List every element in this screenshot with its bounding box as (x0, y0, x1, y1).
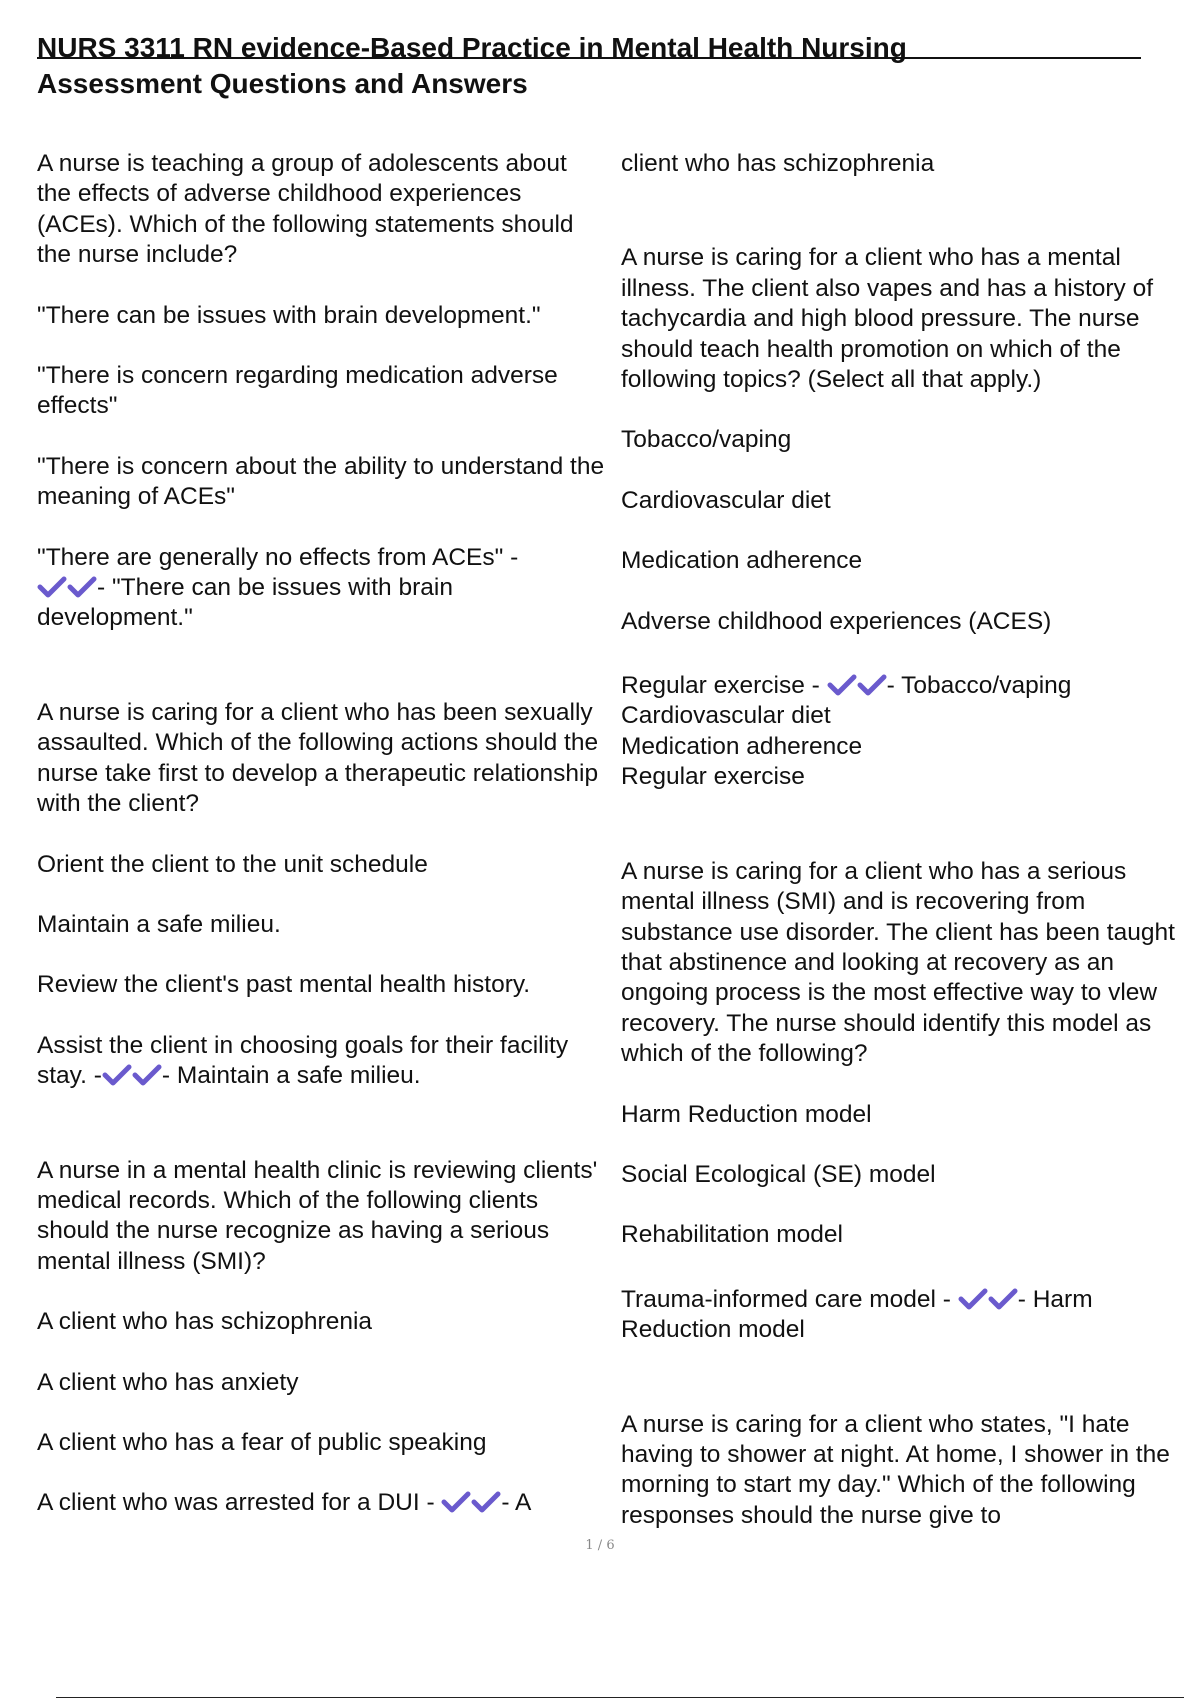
question-stem: A nurse is caring for a client who has a serious mental illness (SMI) and is recovering from substance use disorder. The client has been taught that abstinence and looking at recovery as an ongoing process is the most effective way to vlew recovery. The nurse should identify this model as which of the following? (621, 857, 1182, 1068)
answer-option: Regular exercise - (621, 672, 820, 700)
correct-answer: - Maintain a safe milieu. (161, 1062, 421, 1090)
checkmark-icon (102, 1064, 132, 1086)
answer-option: Medication adherence (621, 547, 863, 575)
page-divider (56, 1697, 1184, 1698)
checkmark-icon (988, 1288, 1018, 1310)
question-stem: A nurse is teaching a group of adolescents about the effects of adverse childhood experiences (ACEs). Which of the following statements should the nurse include? (37, 150, 581, 269)
checkmark-icon (827, 674, 857, 696)
answer-option: Tobacco/vaping (621, 426, 792, 454)
answer-option: A client who was arrested for a DUI - (37, 1489, 435, 1517)
checkmark-icon (67, 576, 97, 598)
title-line-1: NURS 3311 RN evidence-Based Practice in Mental Health Nursing (37, 32, 907, 63)
checkmark-icon (441, 1491, 471, 1513)
answer-option: Review the client's past mental health history. (37, 971, 531, 999)
correct-answer: - Harm Reduction model (621, 1285, 1100, 1344)
answer-option: A client who has schizophrenia (37, 1308, 373, 1336)
answer-option: Cardiovascular diet (621, 486, 831, 514)
document-title (37, 30, 1147, 102)
correct-answer: - A (501, 1489, 532, 1517)
correct-answer: Medication adherence (621, 732, 863, 760)
correct-answer: - Tobacco/vaping (886, 672, 1072, 700)
page-number: 1 / 6 (585, 1538, 615, 1553)
left-column (37, 149, 611, 1519)
answer-option: Orient the client to the unit schedule (37, 850, 428, 878)
question-stem: A nurse in a mental health clinic is reviewing clients' medical records. Which of the following clients should the nurse recognize as having a serious mental illness (SMI)? (37, 1156, 605, 1275)
question-stem: A nurse is caring for a client who has a mental illness. The client also vapes and has a history of tachycardia and high blood pressure. The nurse should teach health promotion on which of the following topics? (Select all that apply.) (621, 244, 1160, 394)
correct-answer: Cardiovascular diet (621, 702, 831, 730)
answer-option: "There is concern about the ability to understand the meaning of ACEs" (37, 452, 611, 511)
checkmark-icon (857, 674, 887, 696)
answer-option: Harm Reduction model (621, 1100, 872, 1128)
answer-option: "There are generally no effects from ACEs" - (37, 543, 519, 571)
correct-answer: Regular exercise (621, 763, 805, 791)
right-column (621, 149, 1196, 1531)
answer-line (37, 543, 607, 634)
title-underline (37, 57, 1141, 59)
title-line-2: Assessment Questions and Answers (37, 68, 528, 99)
answer-option: A client who has anxiety (37, 1368, 299, 1396)
correct-answer: - "There can be issues with brain development." (37, 574, 460, 632)
answer-option: "There is concern regarding medication adverse effects" (37, 362, 565, 420)
answer-line (37, 1488, 607, 1518)
question-stem: A nurse is caring for a client who states, "I hate having to shower at night. At home, I shower in the morning to start my day." Which of the following responses should the nurse give to (621, 1410, 1177, 1529)
answer-option: Rehabilitation model (621, 1221, 843, 1249)
answer-option: Adverse childhood experiences (ACES) (621, 607, 1052, 635)
checkmark-icon (471, 1491, 501, 1513)
answer-line (37, 1031, 607, 1092)
answer-option: Maintain a safe milieu. (37, 910, 281, 938)
correct-answer: client who has schizophrenia (621, 150, 935, 177)
answer-option: A client who has a fear of public speaking (37, 1428, 487, 1456)
answer-line (621, 671, 1196, 701)
checkmark-icon (37, 576, 67, 598)
answer-line (621, 1285, 1196, 1346)
answer-option: Social Ecological (SE) model (621, 1160, 936, 1188)
answer-option: Assist the client in choosing goals for their facility stay. - (37, 1031, 575, 1090)
checkmark-icon (958, 1288, 988, 1310)
answer-option: "There can be issues with brain development." (37, 301, 541, 329)
answer-option: Trauma-informed care model - (621, 1285, 951, 1313)
question-stem: A nurse is caring for a client who has been sexually assaulted. Which of the following actions should the nurse take first to develop a therapeutic relationship with the client? (37, 698, 605, 818)
checkmark-icon (132, 1064, 162, 1086)
